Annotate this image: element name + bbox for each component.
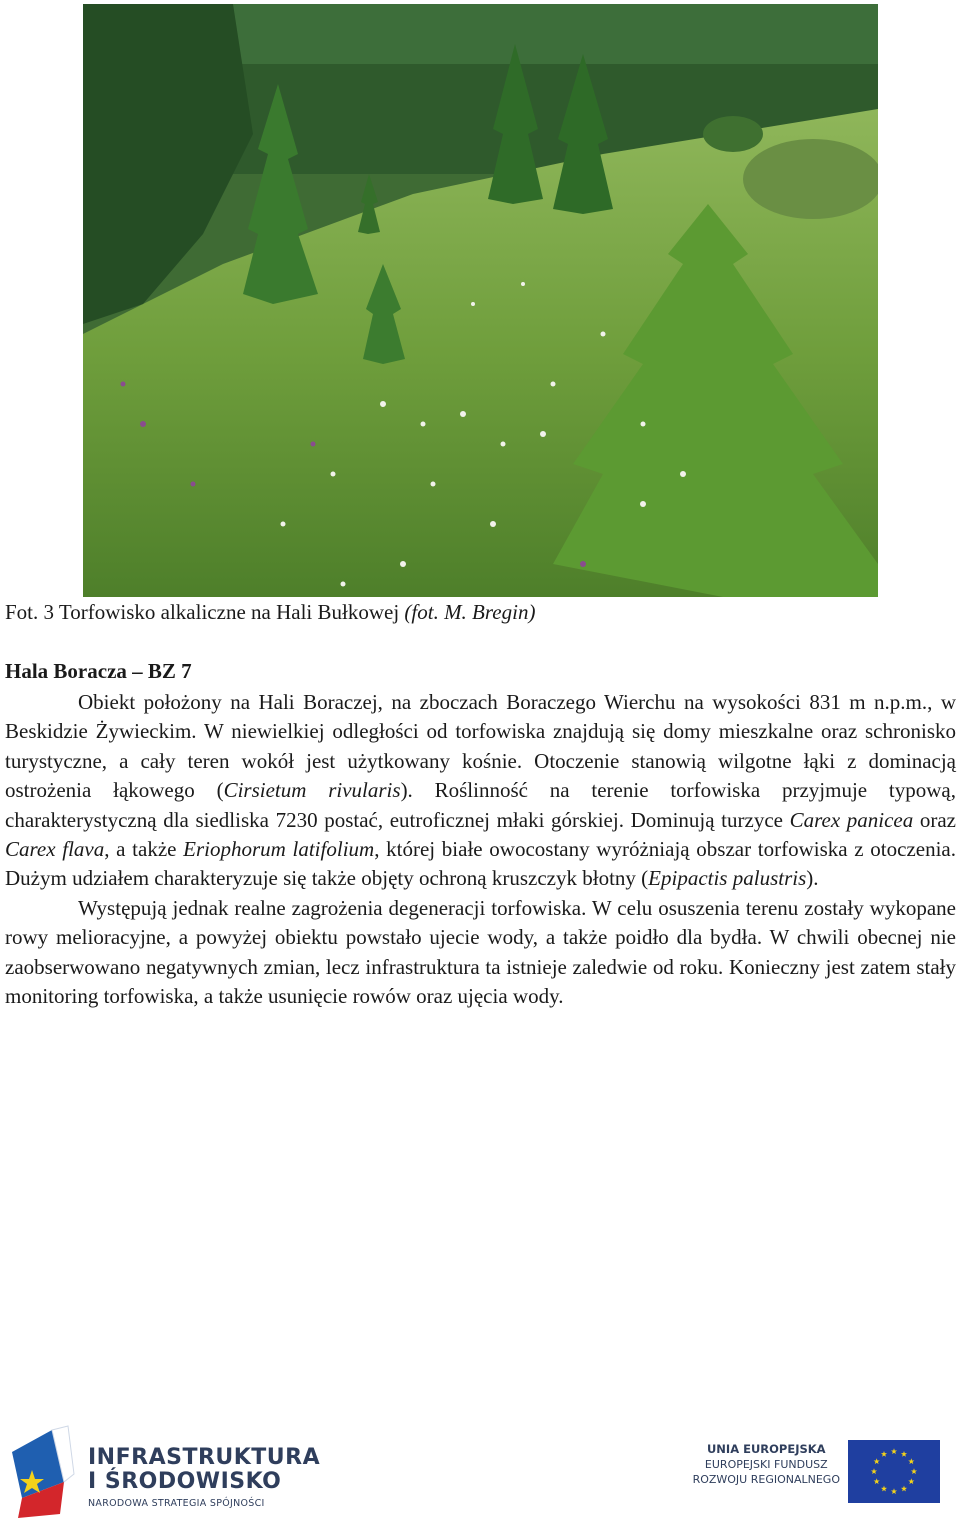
photo-caption — [5, 600, 535, 625]
p1-species-cirsietum: Cirsietum rivularis — [223, 778, 401, 803]
eu-flag-icon — [848, 1440, 940, 1503]
p1-text-1: Obiekt położony na Hali Boraczej, na zboczach Boraczego Wierchu na wysokości 831 m n.p.m., w Beskidzie Żywieckim. W niewielkiej odległości od torfowiska znajdują się domy mieszkalne oraz schronisko turystyczne, a cały teren wokół jest użytkowany kośnie. Otoczenie stanowią wilgotne łąki z dominacją ostrożenia łąkowego ( — [5, 690, 956, 803]
logo-line-2: I ŚRODOWISKO — [88, 1469, 282, 1494]
poland-star-emblem-icon — [8, 1422, 88, 1518]
paragraph-1 — [5, 688, 956, 894]
p1-species-carex-panicea: Carex panicea — [789, 807, 914, 832]
section-title: Hala Boracza – BZ 7 — [5, 659, 192, 683]
p1-species-epipactis: Epipactis palustris — [648, 866, 807, 891]
caption-credit: (fot. M. Bregin) — [404, 600, 536, 624]
eu-line-3: ROZWOJU REGIONALNEGO — [692, 1473, 840, 1486]
eu-logo — [668, 1440, 940, 1506]
section-body — [5, 688, 956, 1011]
meadow-photo — [83, 4, 878, 597]
infrastruktura-srodowisko-logo — [8, 1422, 321, 1518]
p1-text-6: ). — [806, 866, 819, 891]
eu-line-2: EUROPEJSKI FUNDUSZ — [704, 1458, 828, 1471]
p1-text-3: oraz — [913, 807, 956, 832]
logo-title — [88, 1446, 320, 1494]
eu-logo-text — [693, 1442, 840, 1487]
p1-text-5: , której białe owocostany wyróżniają obszar torfowiska z otoczenia. Dużym udziałem charakteryzuje się także objęty ochroną kruszczyk błotny ( — [5, 837, 956, 891]
logo-subtitle: NARODOWA STRATEGIA SPÓJNOŚCI — [88, 1498, 265, 1509]
paragraph-2: Występują jednak realne zagrożenia degeneracji torfowiska. W celu osuszenia terenu zostały wykopane rowy melioracyjne, a powyżej obiektu powstało ujecie wody, a także poidło dla bydła. W chwili obecnej nie zaobserwowano negatywnych zmian, lecz infrastruktura ta istnieje zaledwie od roku. Konieczny jest zatem stały monitoring torfowiska, a także usunięcie rowów oraz ujęcia wody. — [5, 895, 956, 1009]
p1-species-carex-flava: Carex flava — [5, 837, 105, 862]
logo-line-1: INFRASTRUKTURA — [88, 1445, 321, 1470]
eu-line-1: UNIA EUROPEJSKA — [706, 1442, 826, 1456]
p1-species-eriophorum: Eriophorum latifolium — [183, 837, 375, 862]
p1-text-2: ). Roślinność na terenie torfowiska przyjmuje typową, charakterystyczną dla siedliska 7230 postać, eutroficznej młaki górskiej. Dominują turzyce — [5, 778, 956, 832]
caption-text: Fot. 3 Torfowisko alkaliczne na Hali Bułkowej — [5, 600, 405, 624]
p1-text-4: , a także — [104, 837, 184, 862]
